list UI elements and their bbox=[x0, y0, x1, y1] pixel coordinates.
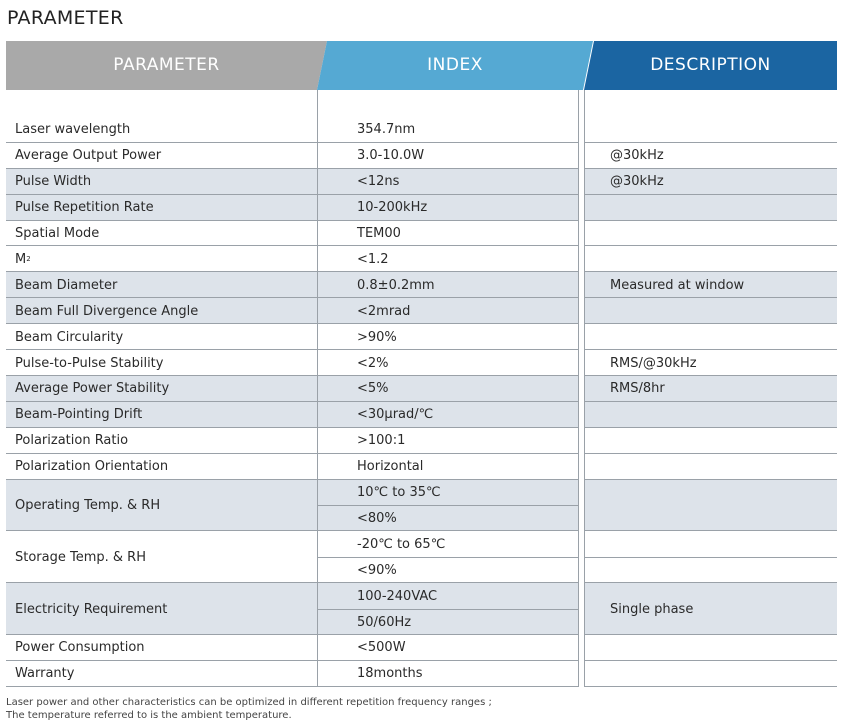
index-cell: 3.0-10.0W bbox=[357, 148, 425, 164]
description-cell bbox=[584, 402, 837, 428]
index-cell: <1.2 bbox=[357, 251, 389, 267]
footnote-1: Laser power and other characteristics can be optimized in different repetition frequency ranges ; bbox=[6, 697, 492, 708]
param-cell: Pulse-to-Pulse Stability bbox=[15, 355, 164, 371]
index-cell: 50/60Hz bbox=[317, 609, 578, 635]
description-cell: @30kHz bbox=[584, 169, 837, 195]
param-cell: Average Output Power bbox=[15, 148, 162, 164]
table-row bbox=[6, 428, 837, 454]
description-cell bbox=[584, 247, 837, 273]
description-cell bbox=[584, 428, 837, 454]
table-row bbox=[6, 531, 837, 583]
table-row bbox=[6, 247, 837, 273]
param-cell: Polarization Orientation bbox=[15, 459, 169, 475]
table-row bbox=[6, 454, 837, 480]
description-cell: RMS/8hr bbox=[584, 376, 837, 402]
table-row bbox=[6, 661, 837, 687]
table-row bbox=[6, 583, 837, 635]
description-cell bbox=[584, 298, 837, 324]
index-cell: TEM00 bbox=[357, 226, 401, 242]
param-cell: Laser wavelength bbox=[15, 122, 131, 138]
index-header-label: INDEX bbox=[427, 55, 483, 75]
param-cell: Polarization Ratio bbox=[15, 433, 129, 449]
description-header bbox=[584, 41, 837, 90]
index-cell: <5% bbox=[317, 376, 578, 402]
table-row bbox=[6, 635, 837, 661]
param-cell: Electricity Requirement bbox=[6, 583, 317, 635]
table-row bbox=[6, 117, 837, 143]
table-row bbox=[6, 169, 837, 195]
param-cell: Pulse Width bbox=[6, 169, 317, 195]
param-cell: Beam Full Divergence Angle bbox=[6, 298, 317, 324]
index-cell: 18months bbox=[357, 666, 423, 682]
param-cell: Operating Temp. & RH bbox=[6, 480, 317, 532]
description-cell bbox=[584, 531, 837, 583]
param-cell: Power Consumption bbox=[15, 640, 145, 656]
table-row bbox=[6, 221, 837, 247]
index-cell: 10-200kHz bbox=[317, 195, 578, 221]
description-cell bbox=[584, 324, 837, 350]
parameter-header bbox=[6, 41, 327, 90]
index-cell: -20℃ to 65℃ bbox=[357, 536, 446, 552]
description-cell bbox=[584, 221, 837, 247]
index-cell: 100-240VAC bbox=[317, 583, 578, 609]
index-cell: <90% bbox=[357, 562, 397, 578]
description-cell bbox=[584, 117, 837, 143]
description-cell bbox=[584, 661, 837, 687]
table-row bbox=[6, 402, 837, 428]
table-row bbox=[6, 376, 837, 402]
index-header bbox=[317, 41, 593, 90]
param-cell: Beam-Pointing Drift bbox=[6, 402, 317, 428]
footnote-2: The temperature referred to is the ambient temperature. bbox=[6, 710, 292, 721]
param-cell: Beam Circularity bbox=[15, 329, 124, 345]
index-cell: <30μrad/℃ bbox=[317, 402, 578, 428]
description-cell: Single phase bbox=[584, 583, 837, 635]
index-cell: >100:1 bbox=[357, 433, 406, 449]
index-cell: 10℃ to 35℃ bbox=[317, 480, 578, 506]
description-cell bbox=[584, 480, 837, 532]
table-row bbox=[6, 272, 837, 298]
param-cell: Storage Temp. & RH bbox=[15, 549, 146, 565]
table-row bbox=[6, 195, 837, 221]
description-cell bbox=[584, 454, 837, 480]
table-row bbox=[6, 143, 837, 169]
index-cell: Horizontal bbox=[357, 459, 424, 475]
index-cell: >90% bbox=[357, 329, 397, 345]
param-cell: M 2 bbox=[15, 251, 31, 267]
param-cell: Beam Diameter bbox=[6, 272, 317, 298]
index-cell: 0.8±0.2mm bbox=[317, 272, 578, 298]
index-cell: <2mrad bbox=[317, 298, 578, 324]
index-cell: <2% bbox=[357, 355, 389, 371]
table-row bbox=[6, 324, 837, 350]
param-cell: Spatial Mode bbox=[15, 226, 100, 242]
param-cell: Warranty bbox=[15, 666, 75, 682]
description-cell: RMS/@30kHz bbox=[610, 355, 697, 371]
page-title: PARAMETER bbox=[7, 7, 124, 29]
index-cell: <80% bbox=[317, 505, 578, 531]
parameter-header-label: PARAMETER bbox=[113, 55, 220, 75]
description-header-label: DESCRIPTION bbox=[650, 55, 771, 75]
table-row bbox=[6, 350, 837, 376]
index-cell: <12ns bbox=[317, 169, 578, 195]
description-cell: Measured at window bbox=[584, 272, 837, 298]
param-cell: Average Power Stability bbox=[6, 376, 317, 402]
param-cell: Pulse Repetition Rate bbox=[6, 195, 317, 221]
description-cell: @30kHz bbox=[610, 148, 664, 164]
description-cell bbox=[584, 635, 837, 661]
description-cell bbox=[584, 195, 837, 221]
index-cell: <500W bbox=[357, 640, 406, 656]
table-row bbox=[6, 298, 837, 324]
index-cell: 354.7nm bbox=[357, 122, 416, 138]
table-row bbox=[6, 480, 837, 532]
